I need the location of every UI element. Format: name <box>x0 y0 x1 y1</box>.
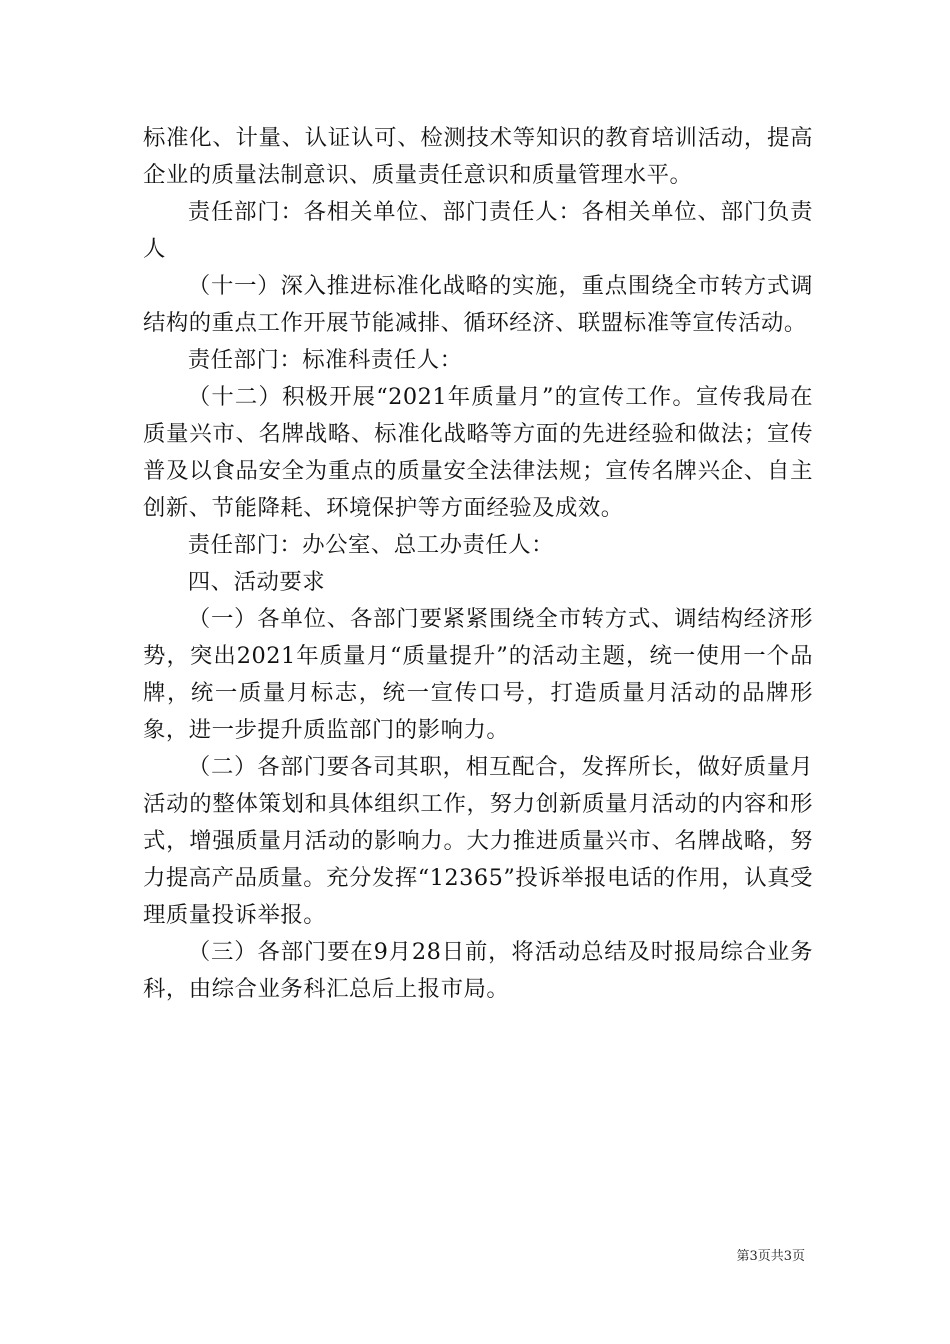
paragraph-item-11: （十一）深入推进标准化战略的实施，重点围绕全市转方式调结构的重点工作开展节能减排、循环经济、联盟标准等宣传活动。 <box>143 273 813 336</box>
page-number: 第3页共3页 <box>736 1249 805 1264</box>
paragraph-requirement-3: （三）各部门要在9月28日前，将活动总结及时报局综合业务科，由综合业务科汇总后上报市局。 <box>143 939 813 1002</box>
paragraph-requirement-2: （二）各部门要各司其职，相互配合，发挥所长，做好质量月活动的整体策划和具体组织工作，努力创新质量月活动的内容和形式，增强质量月活动的影响力。大力推进质量兴市、名牌战略，努力提高产品质量。充分发挥“12365”投诉举报电话的作用，认真受理质量投诉举报。 <box>143 754 813 928</box>
document-body <box>143 120 813 1008</box>
paragraph-responsibility-3: 责任部门：办公室、总工办责任人： <box>187 532 555 558</box>
section-heading-requirements: 四、活动要求 <box>187 569 326 595</box>
paragraph-training-continuation: 标准化、计量、认证认可、检测技术等知识的教育培训活动，提高企业的质量法制意识、质量责任意识和质量管理水平。 <box>143 125 813 188</box>
paragraph-requirement-1: （一）各单位、各部门要紧紧围绕全市转方式、调结构经济形势，突出2021年质量月“质量提升”的活动主题，统一使用一个品牌，统一质量月标志，统一宣传口号，打造质量月活动的品牌形象，进一步提升质监部门的影响力。 <box>143 606 813 743</box>
paragraph-item-12: （十二）积极开展“2021年质量月”的宣传工作。宣传我局在质量兴市、名牌战略、标准化战略等方面的先进经验和做法；宣传普及以食品安全为重点的质量安全法律法规；宣传名牌兴企、自主创新、节能降耗、环境保护等方面经验及成效。 <box>143 384 813 521</box>
paragraph-responsibility-1: 责任部门：各相关单位、部门责任人：各相关单位、部门负责人 <box>143 199 813 262</box>
paragraph-responsibility-2: 责任部门：标准科责任人： <box>187 347 463 373</box>
